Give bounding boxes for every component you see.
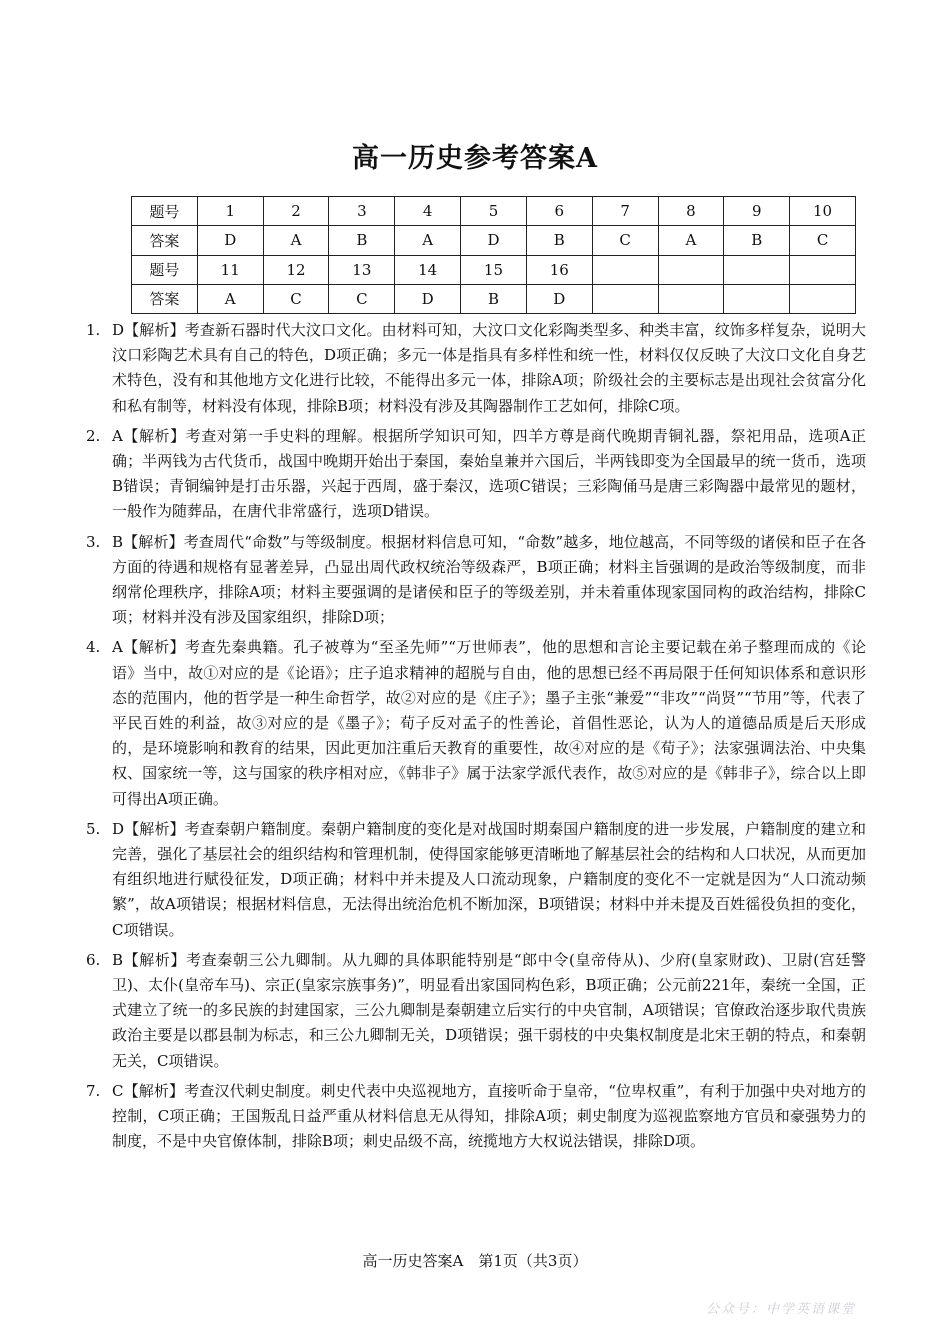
item-number: 5. [86, 819, 101, 838]
explanation-item [86, 948, 866, 1074]
explanation-item [86, 424, 866, 525]
answer-table-cell: 12 [263, 255, 329, 284]
answer-table-cell: 16 [526, 255, 592, 284]
answer-table-cell: D [197, 226, 263, 255]
answer-table-cell [658, 284, 724, 313]
answer-table-cell: 1 [197, 197, 263, 226]
answer-table-cell: 6 [526, 197, 592, 226]
item-text: D【解析】考查新石器时代大汶口文化。由材料可知，大汶口文化彩陶类型多、种类丰富，纹饰多样复杂，说明大汶口彩陶艺术具有自己的特色，D项正确；多元一体是指具有多样性和统一性，材料仅仅反映了大汶口文化自身艺术特色，没有和其他地方文化进行比较，不能得出多元一体，排除A项；阶级社会的主要标志是出现社会贫富分化和私有制等，材料没有体现，排除B项；材料没有涉及其陶器制作工艺如何，排除C项。 [112, 321, 866, 415]
answer-table-cell: 10 [790, 197, 856, 226]
explanation-item [86, 817, 866, 943]
answer-table-cell [658, 255, 724, 284]
item-text: A【解析】考查先秦典籍。孔子被尊为“至圣先师”“万世师表”，他的思想和言论主要记载在弟子整理而成的《论语》当中，故①对应的是《论语》；庄子追求精神的超脱与自由，他的思想已经不再局限于任何知识体系和意识形态的范围内，他的哲学是一种生命哲学，故②对应的是《庄子》；墨子主张“兼爱”“非攻”“尚贤”“节用”等，代表了平民百姓的利益，故③对应的是《墨子》；荀子反对孟子的性善论，首倡性恶论，认为人的道德品质是后天形成的，是环境影响和教育的结果，因此更加注重后天教育的重要性，故④对应的是《荀子》；法家强调法治、中央集权、国家统一等，这与国家的秩序相对应，《韩非子》属于法家学派代表作，故⑤对应的是《韩非子》，综合以上即可得出A项正确。 [112, 638, 866, 808]
item-text: A【解析】考查对第一手史料的理解。根据所学知识可知，四羊方尊是商代晚期青铜礼器，祭祀用品，选项A正确；半两钱为古代货币，战国中晚期开始出于秦国，秦始皇兼并六国后，半两钱即变为全国最早的统一货币，选项B错误；青铜编钟是打击乐器，兴起于西周，盛于秦汉，选项C错误；三彩陶俑马是唐三彩陶器中最常见的题材，一般作为随葬品，在唐代非常盛行，选项D错误。 [112, 426, 866, 521]
answer-table-cell: A [197, 284, 263, 313]
item-text: C【解析】考查汉代刺史制度。刺史代表中央巡视地方，直接听命于皇帝，“位卑权重”，有利于加强中央对地方的控制，C项正确；王国叛乱日益严重从材料信息无从得知，排除A项；刺史制度为巡视监察地方官员和豪强势力的制度，不是中央官僚体制，排除B项；刺史品级不高，统揽地方大权说法错误，排除D项。 [112, 1081, 866, 1151]
watermark: 公众号：中学英语课堂 [706, 1302, 857, 1317]
item-number: 2. [86, 426, 101, 445]
answer-table-cell: C [790, 226, 856, 255]
answer-table-cell [592, 255, 658, 284]
answer-table-row [132, 284, 856, 313]
answer-table-cell [724, 284, 790, 313]
answer-table-cell: A [658, 226, 724, 255]
explanation-item [86, 318, 866, 419]
explanation-item [86, 530, 866, 631]
answer-table-row [132, 197, 856, 226]
page-title: 高一历史参考答案A [352, 143, 598, 174]
explanation-item [86, 635, 866, 811]
explanation-item [86, 1079, 866, 1155]
answer-table-header-cell: 答案 [132, 226, 198, 255]
answer-table-cell: 13 [329, 255, 395, 284]
answer-table-cell: 15 [461, 255, 527, 284]
answer-table-cell: A [395, 226, 461, 255]
answer-table-cell: 9 [724, 197, 790, 226]
item-number: 1. [86, 321, 101, 339]
answer-table-cell: 2 [263, 197, 329, 226]
answer-table-header-cell: 答案 [132, 284, 198, 313]
item-number: 6. [86, 950, 101, 969]
item-number: 7. [86, 1081, 101, 1100]
answer-table-cell [790, 284, 856, 313]
answer-table-cell: A [263, 226, 329, 255]
explanation-list [86, 318, 866, 1160]
answer-table-cell [592, 284, 658, 313]
item-text: D【解析】考查秦朝户籍制度。秦朝户籍制度的变化是对战国时期秦国户籍制度的进一步发展，户籍制度的建立和完善，强化了基层社会的组织结构和管理机制，使得国家能够更清晰地了解基层社会的结构和人口状况，从而更加有组织地进行赋役征发，D项正确；材料中并未提及人口流动现象，户籍制度的变化不一定就是因为“人口流动频繁”，故A项错误；根据材料信息，无法得出统治危机不断加深，B项错误；材料中并未提及百姓徭役负担的变化，C项错误。 [112, 819, 866, 939]
page-footer: 高一历史答案A 第1页（共3页） [362, 1252, 588, 1270]
answer-table-row [132, 255, 856, 284]
answer-table-cell: C [329, 284, 395, 313]
answer-table-cell: C [263, 284, 329, 313]
answer-table-cell [790, 255, 856, 284]
answer-table-cell: D [461, 226, 527, 255]
answer-table-cell: 3 [329, 197, 395, 226]
item-text: B【解析】考查周代“命数”与等级制度。根据材料信息可知，“命数”越多，地位越高，不同等级的诸侯和臣子在各方面的待遇和规格有显著差异，凸显出周代政权统治等级森严，B项正确；材料主旨强调的是政治等级制度，而非纲常伦理秩序，排除A项；材料主要强调的是诸侯和臣子的等级差别，并未着重体现家国同构的政治结构，排除C项；材料并没有涉及国家组织，排除D项； [112, 532, 866, 627]
item-number: 4. [86, 638, 101, 657]
answer-table-cell: 7 [592, 197, 658, 226]
item-number: 3. [86, 532, 101, 551]
answer-table-header-cell: 题号 [132, 255, 198, 284]
answer-table [131, 196, 856, 314]
answer-table-cell: 14 [395, 255, 461, 284]
answer-table-cell: 4 [395, 197, 461, 226]
answer-table-cell: 8 [658, 197, 724, 226]
answer-table-header-cell: 题号 [132, 197, 198, 226]
answer-table-cell: D [526, 284, 592, 313]
answer-table-cell: 11 [197, 255, 263, 284]
item-text: B【解析】考查秦朝三公九卿制。从九卿的具体职能特别是“郎中令(皇帝侍从)、少府(皇家财政)、卫尉(宫廷警卫)、太仆(皇帝车马)、宗正(皇家宗族事务)”，明显看出家国同构色彩，B项正确；公元前221年，秦统一全国，正式建立了统一的多民族的封建国家，三公九卿制是秦朝建立后实行的中央官制，A项错误；官僚政治逐步取代贵族政治主要是以郡县制为标志，和三公九卿制无关，D项错误；强干弱枝的中央集权制度是北宋王朝的特点，和秦朝无关，C项错误。 [112, 950, 866, 1070]
answer-table-cell: B [329, 226, 395, 255]
answer-table-row [132, 226, 856, 255]
answer-table-cell: 5 [461, 197, 527, 226]
answer-table-cell: D [395, 284, 461, 313]
answer-table-cell: B [724, 226, 790, 255]
answer-table-cell: B [526, 226, 592, 255]
answer-table-cell: C [592, 226, 658, 255]
answer-table-cell: B [461, 284, 527, 313]
answer-table-cell [724, 255, 790, 284]
